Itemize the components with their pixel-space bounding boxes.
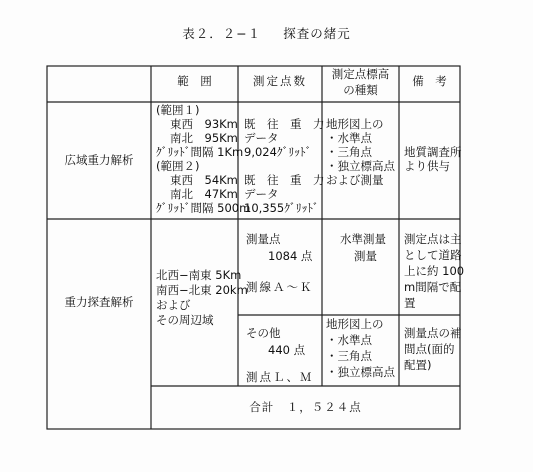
remarks-line: 配置) [404,358,432,372]
remarks-line: 地質調査所 [404,145,462,159]
remarks-line: 置 [404,296,416,310]
elevation-line: および測量 [326,173,384,187]
range-line: ｸﾞﾘｯﾄﾞ間隔 1Km [156,145,244,159]
elevation-line: 測量 [354,249,377,263]
points-line: 測量点 [246,232,281,246]
remarks-line: より供与 [404,159,450,173]
elevation-line: ・水準点 [326,333,372,347]
points-line: データ [244,131,279,145]
range-line: 東西 93Km [170,117,238,131]
remarks-line: m間隔で配 [404,280,462,294]
header-elevation-line2: の種類 [343,83,378,97]
remarks-line: 測定点は主 [404,232,462,246]
range-line: および [156,298,191,312]
elevation-line: 水準測量 [340,232,386,246]
row-name-wide-area: 広域重力解析 [64,153,134,167]
points-line: 440 点 [268,343,306,357]
range-line: (範囲１) [156,103,200,117]
points-line: 1084 点 [268,249,313,263]
range-line: その周辺域 [156,313,214,327]
remarks-line: 間点(面的 [404,342,455,356]
survey-point-label: 測点Ｌ、Ｍ [246,370,314,384]
elevation-line: 地形図上の [326,117,384,131]
remarks-line: として道路 [404,248,462,262]
points-line: 10,355ｸﾞﾘｯﾄﾞ [244,201,319,215]
range-line: ｸﾞﾘｯﾄﾞ間隔 500m [156,201,251,215]
remarks-line: 上に約 100 [404,264,465,278]
elevation-line: ・独立標高点 [326,159,395,173]
elevation-line: ・独立標高点 [326,365,395,379]
points-line: 9,024ｸﾞﾘｯﾄﾞ [244,145,312,159]
survey-line-label: 測線Ａ〜Ｋ [246,280,314,294]
range-line: 北西−南東 5Km [156,268,242,282]
range-line: (範囲２) [156,159,200,173]
elevation-line: ・三角点 [326,349,372,363]
header-elevation-line1: 測定点標高 [331,67,390,81]
total-count: 合計 １，５２４点 [249,400,362,414]
elevation-line: ・三角点 [326,145,372,159]
elevation-line: ・水準点 [326,131,372,145]
points-line: 既 往 重 力 [244,117,325,131]
points-line: 既 往 重 力 [244,173,325,187]
table-title: 探査の緒元 [283,26,351,41]
points-line: その他 [246,326,281,340]
table-number: 表２．２−１ [182,26,262,41]
range-line: 南北 47Km [170,187,238,201]
row-name-survey: 重力探査解析 [64,295,134,309]
remarks-line: 測量点の補 [404,326,462,340]
header-remarks: 備 考 [412,74,447,88]
range-line: 東西 54Km [170,173,238,187]
points-line: データ [244,187,279,201]
header-range: 範 囲 [177,74,212,88]
range-line: 南西−北東 20km [156,283,248,297]
elevation-line: 地形図上の [326,317,384,331]
range-line: 南北 95Km [170,131,238,145]
header-points: 測定点数 [253,74,307,88]
